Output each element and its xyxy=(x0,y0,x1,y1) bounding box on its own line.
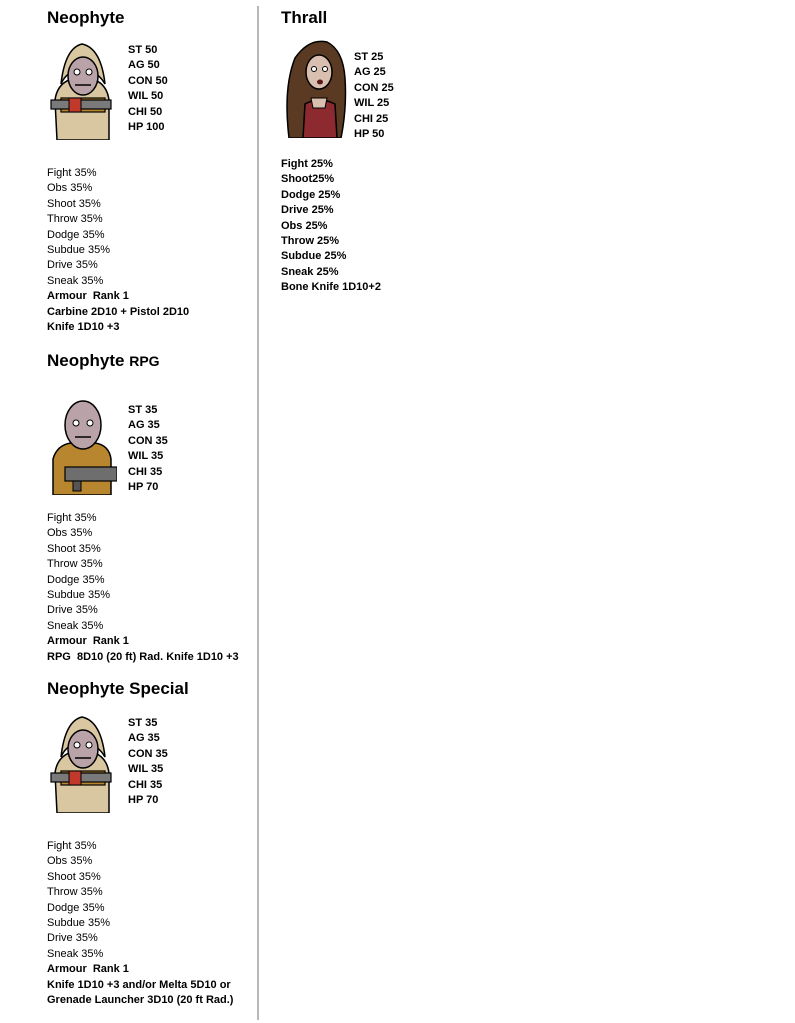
skill-item: Shoot 35% xyxy=(47,870,101,883)
stat-st: ST 35 xyxy=(128,404,158,416)
skill-item: Dodge 35% xyxy=(47,901,105,914)
skill-item: Obs 25% xyxy=(281,219,328,232)
stat-wil: WIL 50 xyxy=(128,90,164,103)
card-neophyte-rpg xyxy=(47,351,160,371)
skill-item: Subdue 25% xyxy=(281,250,347,263)
equipment-item: Grenade Launcher 3D10 (20 ft Rad.) xyxy=(47,994,234,1007)
skill-list xyxy=(281,157,381,296)
stat-list xyxy=(128,43,168,135)
skill-item: Subdue 35% xyxy=(47,244,110,257)
skill-item: Sneak 35% xyxy=(47,619,104,632)
stat-hp: HP 70 xyxy=(128,794,159,807)
skill-item: Drive 35% xyxy=(47,259,98,272)
stat-hp: HP 100 xyxy=(128,121,165,134)
skill-item: Subdue 35% xyxy=(47,589,110,602)
skill-item: Subdue 35% xyxy=(47,917,110,930)
stat-con: CON 35 xyxy=(128,747,168,760)
skill-item: Sneak 25% xyxy=(281,265,339,278)
skill-item: Obs 35% xyxy=(47,182,93,195)
equipment-item: RPG 8D10 (20 ft) Rad. Knife 1D10 +3 xyxy=(47,650,239,663)
bald-cultist-portrait-icon xyxy=(47,395,117,495)
hooded-cultist-portrait-icon xyxy=(47,713,117,813)
stat-con: CON 35 xyxy=(128,434,168,447)
skill-item: Fight 25% xyxy=(281,158,333,170)
skill-item: Throw 35% xyxy=(47,213,103,226)
equipment-item: Armour Rank 1 xyxy=(47,290,129,303)
stat-wil: WIL 35 xyxy=(128,763,164,776)
stat-chi: CHI 35 xyxy=(128,778,163,791)
skill-item: Throw 35% xyxy=(47,886,103,899)
skill-item: Dodge 35% xyxy=(47,228,105,241)
equipment-item: Armour Rank 1 xyxy=(47,635,129,648)
card-title xyxy=(281,8,327,28)
skill-list xyxy=(47,511,239,665)
skill-item: Sneak 35% xyxy=(47,947,104,960)
stat-chi: CHI 25 xyxy=(354,112,389,125)
stat-st: ST 25 xyxy=(354,51,384,63)
skill-item: Drive 35% xyxy=(47,932,98,945)
stat-ag: AG 35 xyxy=(128,419,160,432)
hooded-cultist-portrait-icon xyxy=(47,40,117,140)
skill-item: Fight 35% xyxy=(47,840,97,852)
card-title xyxy=(47,679,189,699)
stat-list xyxy=(128,403,168,495)
skill-item: Obs 35% xyxy=(47,855,93,868)
skill-item: Dodge 25% xyxy=(281,188,341,201)
card-thrall xyxy=(281,8,327,28)
skill-list xyxy=(47,166,189,335)
skill-item: Dodge 35% xyxy=(47,573,105,586)
stat-ag: AG 35 xyxy=(128,732,160,745)
card-title xyxy=(47,351,160,371)
stat-list xyxy=(128,716,168,808)
stat-list xyxy=(354,50,394,142)
card-name: Thrall xyxy=(281,8,328,27)
stat-wil: WIL 35 xyxy=(128,450,164,463)
card-neophyte xyxy=(47,8,124,28)
stat-ag: AG 50 xyxy=(128,59,160,72)
stat-hp: HP 70 xyxy=(128,481,159,494)
skill-list xyxy=(47,839,233,1008)
card-neophyte-special xyxy=(47,679,189,699)
stat-con: CON 25 xyxy=(354,81,394,94)
equipment-item: Bone Knife 1D10+2 xyxy=(281,281,381,294)
equipment-item: Armour Rank 1 xyxy=(47,963,129,976)
skill-item: Shoot25% xyxy=(281,173,335,186)
skill-item: Shoot 35% xyxy=(47,542,101,555)
equipment-item: Knife 1D10 +3 and/or Melta 5D10 or xyxy=(47,978,231,991)
woman-portrait-icon xyxy=(281,38,351,138)
stat-st: ST 35 xyxy=(128,717,158,729)
skill-item: Fight 35% xyxy=(47,167,97,179)
stat-hp: HP 50 xyxy=(354,128,385,141)
skill-item: Obs 35% xyxy=(47,527,93,540)
stat-st: ST 50 xyxy=(128,44,158,56)
skill-item: Sneak 35% xyxy=(47,274,104,287)
skill-item: Fight 35% xyxy=(47,512,97,524)
stat-chi: CHI 35 xyxy=(128,465,163,478)
column-divider xyxy=(257,6,259,1020)
skill-item: Shoot 35% xyxy=(47,197,101,210)
stat-con: CON 50 xyxy=(128,74,168,87)
skill-item: Throw 35% xyxy=(47,558,103,571)
equipment-item: Carbine 2D10 + Pistol 2D10 xyxy=(47,305,190,318)
card-name-suffix: RPG xyxy=(129,353,160,369)
stat-ag: AG 25 xyxy=(354,66,386,79)
skill-item: Drive 35% xyxy=(47,604,98,617)
card-name: Neophyte xyxy=(47,8,125,27)
stat-chi: CHI 50 xyxy=(128,105,163,118)
card-title xyxy=(47,8,124,28)
skill-item: Drive 25% xyxy=(281,204,334,217)
equipment-item: Knife 1D10 +3 xyxy=(47,321,120,334)
card-name: Neophyte xyxy=(47,351,125,370)
stat-wil: WIL 25 xyxy=(354,97,390,110)
skill-item: Throw 25% xyxy=(281,235,340,248)
card-name: Neophyte Special xyxy=(47,679,189,698)
